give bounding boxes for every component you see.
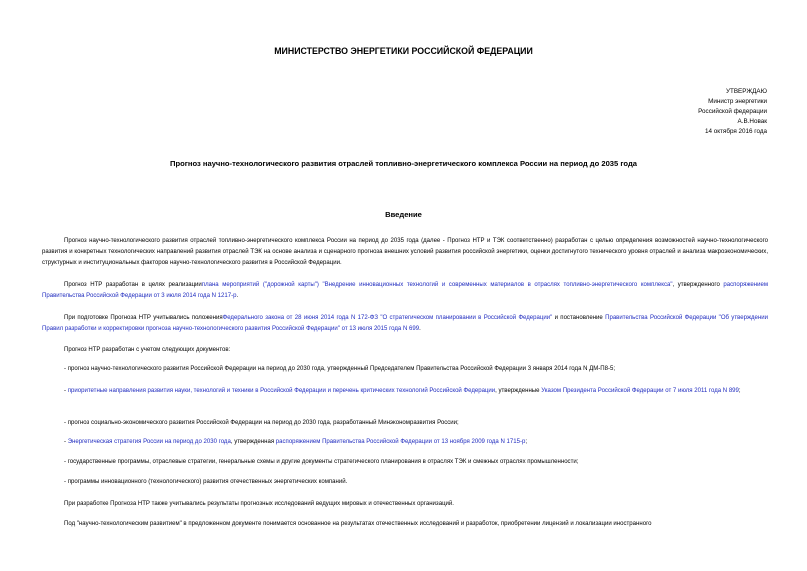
paragraph: - прогноз социально-экономического развития Российской Федерации на период до 2030 года, разработанный Минэкономразвития России;: [64, 420, 459, 426]
paragraph-text: , утвержденные: [495, 388, 542, 394]
approval-line: А.В.Новак: [737, 118, 767, 125]
paragraph: Под "научно-технологическим развитием" в предложенном документе понимается основанное на результатах отечественных исследований и разработок, приобретении лицензий и локализации иностранного: [64, 521, 652, 527]
paragraph-text: , утвержденная: [230, 439, 276, 445]
section-heading: Введение: [385, 210, 422, 219]
paragraph: - государственные программы, отраслевые стратегии, генеральные схемы и другие документы стратегического планирования в отраслях ТЭК и смежных отраслях промышленности;: [64, 459, 579, 465]
paragraph: - прогноз научно-технологического развития Российской Федерации на период до 2030 года, утвержденный Председателем Правительства Российской Федерации 3 января 2014 года N ДМ-П8-5;: [64, 366, 616, 372]
document-link[interactable]: Энергетическая стратегия России на период до 2030 года: [67, 439, 231, 445]
document-link[interactable]: распоряжением Правительства Российской Федерации от 13 ноября 2009 года N 1715-р: [275, 439, 526, 445]
paragraph-text: ;: [525, 439, 528, 445]
document-link[interactable]: Правительства Российской Федерации "Об утверждении Правил разработки и корректировки прогноза научно-технологического развития Российской Федерации" от 13 июля 2015 года N 699: [42, 315, 769, 332]
paragraph: [42, 437, 768, 448]
document-title: Прогноз научно-технологического развития отраслей топливно-энергетического комплекса России на период до 2035 года: [169, 159, 638, 168]
approval-line: 14 октября 2016 года: [704, 128, 767, 135]
paragraph-text: -: [64, 388, 68, 394]
paragraph: Прогноз НТР разработан с учетом следующих документов:: [64, 347, 231, 353]
paragraph-text: .: [236, 293, 239, 299]
document-link[interactable]: Федерального закона от 28 июня 2014 года N 172-ФЗ "О стратегическом планировании в Российской Федерации": [222, 315, 553, 321]
paragraph: - программы инновационного (технологического) развития отечественных энергетических компаний.: [64, 479, 348, 485]
paragraph-text: и постановление: [552, 315, 606, 321]
paragraph-text: При подготовке Прогноза НТР учитывались положения: [64, 315, 223, 321]
approval-line: Министр энергетики: [708, 98, 767, 105]
paragraph-text: Прогноз НТР разработан в целях реализации: [64, 282, 202, 288]
paragraph: При разработке Прогноза НТР также учитывались результаты прогнозных исследований ведущих мировых и отечественных организаций.: [64, 501, 454, 507]
approval-line: Российской федерации: [698, 108, 767, 115]
paragraph: [42, 386, 768, 397]
paragraph-text: .: [419, 326, 421, 332]
document-link[interactable]: распоряжением Правительства Российской Федерации от 3 июля 2014 года N 1217-р: [42, 282, 768, 299]
paragraph: [42, 313, 768, 335]
document-link[interactable]: Указом Президента Российской Федерации от 7 июля 2011 года N 899: [541, 388, 739, 394]
paragraph: [42, 280, 768, 302]
document-link[interactable]: приоритетные направления развития науки, технологий и техники в Российской Федерации и перечень критических технологий Российской Федерации: [67, 388, 496, 394]
approval-block: [698, 87, 767, 137]
paragraph-text: ;: [738, 388, 741, 394]
ministry-header: МИНИСТЕРСТВО ЭНЕРГЕТИКИ РОССИЙСКОЙ ФЕДЕРАЦИИ: [274, 46, 533, 56]
paragraph: Прогноз научно-технологического развития отраслей топливно-энергетического комплекса России на период до 2035 года (далее - Прогноз НТР и ТЭК соответственно) разработан с целью определения возможностей научно-технологического развития и конкретных технологических направлений развития отраслей ТЭК на основе анализа и сценарного прогноза внешних условий развития российской энергетики, оценки достигнутого технического уровня отраслей и анализа макроэкономических, структурных и институциональных факторов научно-технологического развития в Российской Федерации.: [42, 238, 768, 266]
document-link[interactable]: плана мероприятий ("дорожной карты") "Внедрение инновационных технологий и современных материалов в отраслях топливно-энергетического комплекса": [201, 282, 673, 288]
paragraph-text: , утвержденного: [672, 282, 724, 288]
approval-line: УТВЕРЖДАЮ: [725, 88, 767, 95]
paragraph-text: -: [64, 439, 68, 445]
